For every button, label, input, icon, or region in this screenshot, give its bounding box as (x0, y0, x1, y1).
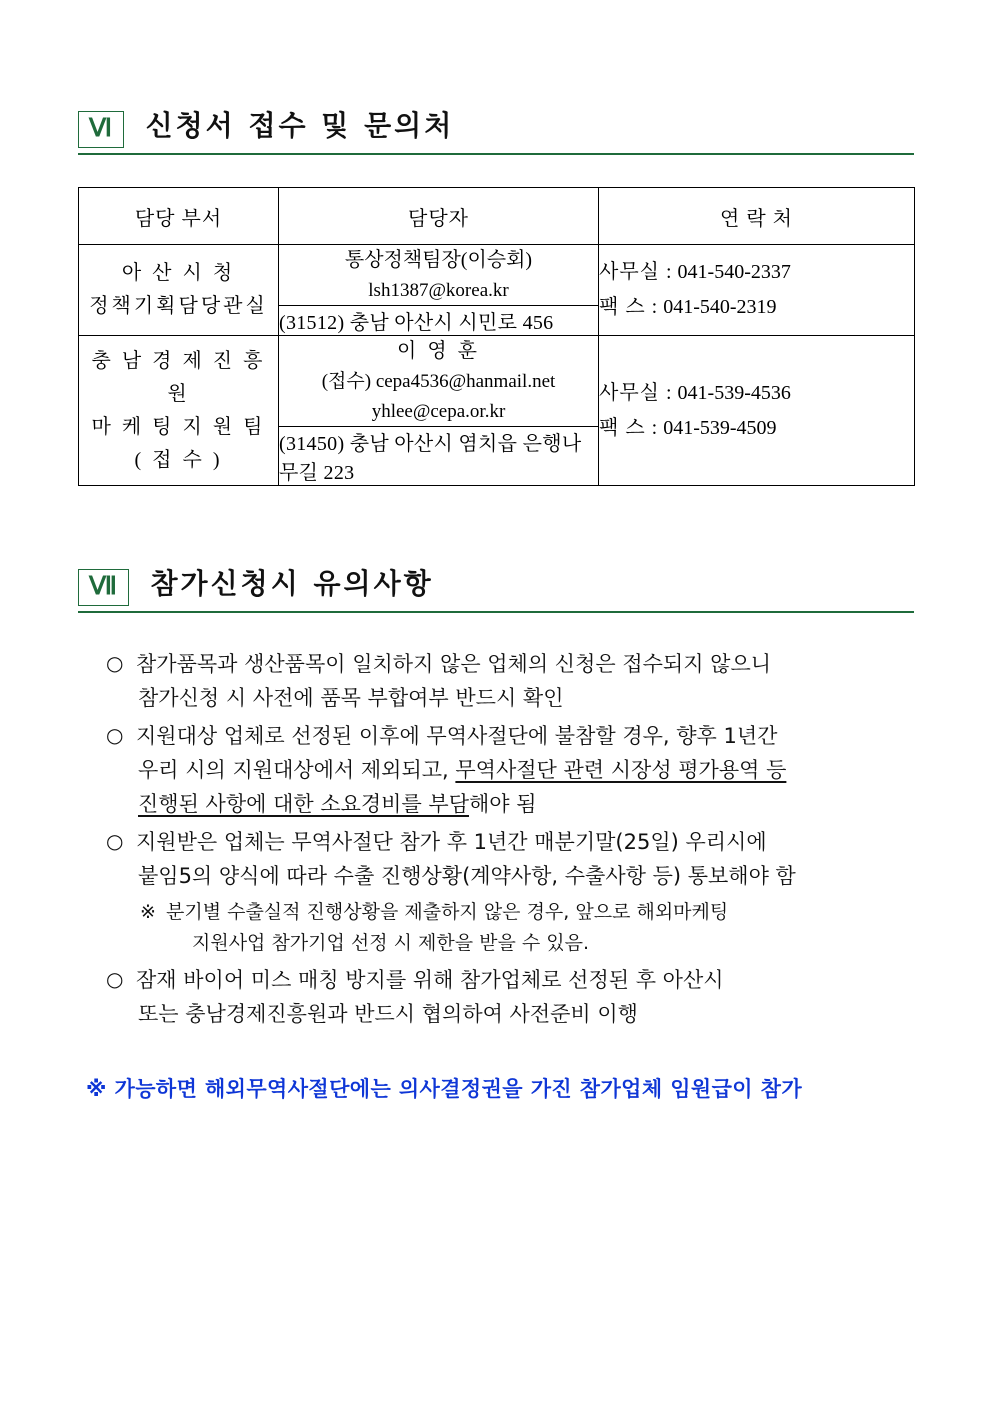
header-person: 담당자 (279, 188, 599, 245)
dept2-line2: 마 케 팅 지 원 팀 (91, 415, 266, 438)
note2-line2-underlined: 무역사절단 관련 시장성 평가용역 등 (455, 758, 787, 783)
contact2-office (599, 376, 914, 411)
cell-contact-1 (599, 245, 915, 336)
subnote-line2: 지원사업 참가기업 선정 시 제한을 받을 수 있음. (192, 932, 590, 955)
contact1-fax-label: 팩 스 : (599, 296, 659, 319)
note2-line2 (136, 753, 914, 787)
note4-line2: 또는 충남경제진흥원과 반드시 협의하여 사전준비 이행 (138, 1001, 638, 1026)
note2-line2-prefix: 우리 시의 지원대상에서 제외되고, (138, 758, 456, 783)
contact2-fax (599, 411, 914, 446)
contact-table (78, 187, 915, 486)
section-7-rule (78, 611, 914, 613)
cell-department-2 (79, 336, 279, 486)
person2-email1: (접수) cepa4536@hanmail.net (321, 371, 556, 393)
person1-email: lsh1387@korea.kr (368, 280, 509, 301)
bullet-icon: ○ (106, 829, 124, 854)
section-6-heading (78, 104, 914, 148)
cell-person-1 (279, 245, 599, 306)
note2-line3-underlined: 진행된 사항에 대한 소요경비를 부담 (138, 792, 469, 817)
bullet-icon: ○ (106, 723, 124, 748)
note1-line2: 참가신청 시 사전에 품목 부합여부 반드시 확인 (138, 686, 564, 711)
note1-line1: 참가품목과 생산품목이 일치하지 않은 업체의 신청은 접수되지 않으니 (136, 652, 772, 677)
reference-mark-icon: ※ (140, 901, 156, 924)
section-6-title: 신청서 접수 및 문의처 (145, 109, 455, 142)
cell-department-1 (79, 245, 279, 336)
section-7-number: Ⅶ (78, 569, 129, 606)
contact2-office-label: 사무실 : (599, 381, 673, 404)
list-item (78, 647, 914, 715)
header-contact: 연 락 처 (599, 188, 915, 245)
table-header-row (79, 188, 915, 245)
contact1-office-label: 사무실 : (599, 261, 673, 284)
contact1-fax (599, 290, 914, 325)
cell-address-2: (31450) 충남 아산시 염치읍 은행나무길 223 (279, 427, 599, 486)
section-6 (78, 0, 914, 486)
contact1-office (599, 255, 914, 290)
contact1-office-value: 041-540-2337 (677, 261, 791, 284)
section-6-number: Ⅵ (78, 111, 124, 148)
dept2-line1: 충 남 경 제 진 흥 원 (91, 349, 266, 405)
bullet-icon: ○ (106, 651, 124, 676)
list-item (78, 719, 914, 821)
contact2-office-value: 041-539-4536 (677, 381, 791, 404)
note-body-3 (136, 825, 914, 893)
note2-line3-tail: 해야 됨 (469, 792, 537, 817)
note2-line1: 지원대상 업체로 선정된 이후에 무역사절단에 불참할 경우, 향후 1년간 (136, 724, 778, 749)
table-row (79, 245, 915, 306)
note3-line2: 붙임5의 양식에 따라 수출 진행상황(계약사항, 수출사항 등) 통보해야 함 (138, 864, 796, 889)
note4-line1: 잠재 바이어 미스 매칭 방지를 위해 참가업체로 선정된 후 아산시 (136, 967, 724, 992)
cell-contact-2 (599, 336, 915, 486)
dept1-line2: 정책기획담당관실 (89, 295, 268, 318)
note-body-2 (136, 719, 914, 821)
person2-email2: yhlee@cepa.or.kr (371, 400, 506, 422)
dept1-line1: 아 산 시 청 (121, 262, 236, 285)
section-7-title: 참가신청시 유의사항 (150, 567, 434, 601)
subnote-line1: 분기별 수출실적 진행상황을 제출하지 않은 경우, 앞으로 해외마케팅 (166, 901, 729, 924)
person2-name: 이 영 훈 (397, 340, 480, 363)
footer-note: ※ 가능하면 해외무역사절단에는 의사결정권을 가진 참가업체 임원급이 참가 (86, 1076, 803, 1101)
section-6-rule (78, 153, 914, 155)
list-item (78, 963, 914, 1031)
sub-note (78, 897, 914, 959)
contact2-fax-value: 041-539-4509 (663, 416, 777, 439)
sub-note-body (166, 897, 728, 959)
notes-list (78, 647, 914, 1031)
person1-name: 통상정책팀장(이승회) (344, 249, 533, 271)
note3-line1: 지원받은 업체는 무역사절단 참가 후 1년간 매분기말(25일) 우리시에 (136, 830, 767, 855)
header-department: 담당 부서 (79, 188, 279, 245)
contact1-fax-value: 041-540-2319 (663, 296, 777, 319)
section-7 (78, 562, 914, 1103)
note-body-4 (136, 963, 914, 1031)
cell-person-2 (279, 336, 599, 427)
section-7-heading (78, 562, 914, 606)
table-row (79, 336, 915, 427)
contact2-fax-label: 팩 스 : (599, 416, 659, 439)
note-body-1 (136, 647, 914, 715)
note2-line3 (136, 787, 914, 821)
dept2-line3: ( 접 수 ) (134, 448, 223, 471)
list-item (78, 825, 914, 893)
cell-address-1: (31512) 충남 아산시 시민로 456 (279, 306, 599, 336)
bullet-icon: ○ (106, 966, 124, 991)
